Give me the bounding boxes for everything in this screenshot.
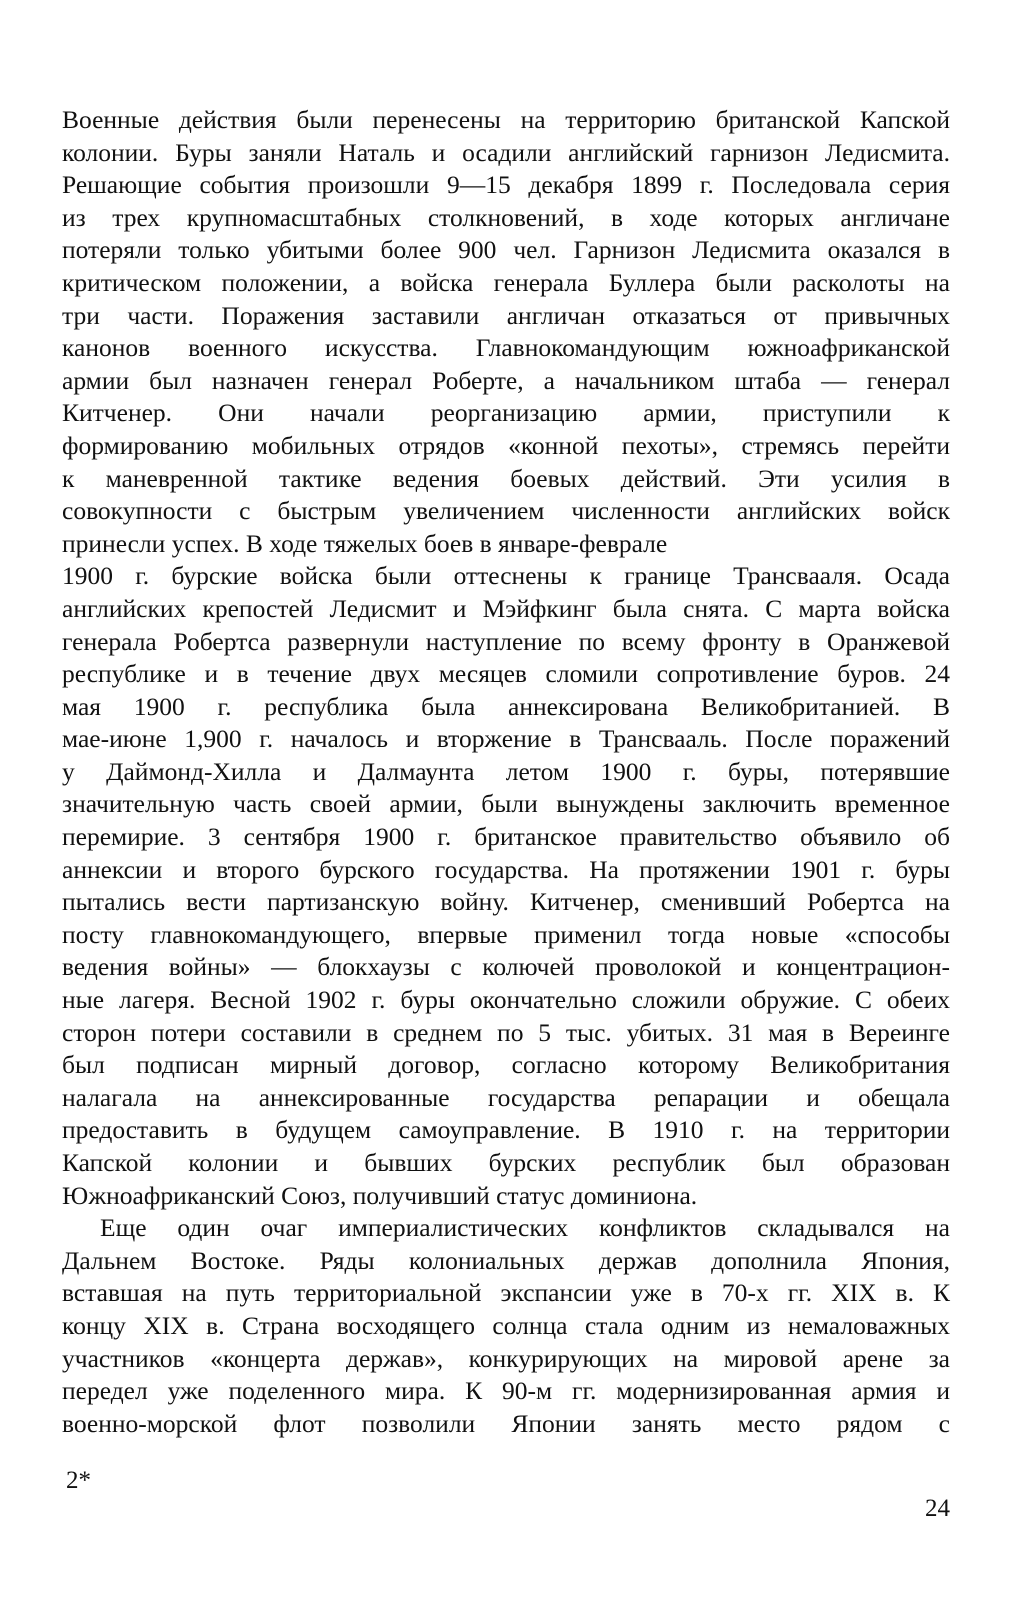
text-line: участников «концерта держав», конкурирующих на мировой арене за	[62, 1343, 950, 1373]
text-line: ведения войны» — блокхаузы с колючей проволокой и концентрацион-	[62, 952, 950, 982]
text-line: налагала на аннексированные государства репарации и обещала	[62, 1082, 950, 1112]
text-line: Еще один очаг империалистических конфликтов складывался на	[100, 1213, 950, 1243]
text-line: Военные действия были перенесены на территорию британской Капской	[62, 105, 950, 134]
text-line: аннексии и второго бурского государства. На протяжении 1901 г. буры	[62, 854, 950, 884]
text-line: Китченер. Они начали реорганизацию армии, приступили к	[62, 398, 950, 428]
text-line: был подписан мирный договор, согласно которому Великобритания	[62, 1050, 950, 1080]
text-line: потеряли только убитыми более 900 чел. Гарнизон Ледисмита оказался в	[62, 235, 950, 265]
text-line: армии был назначен генерал Роберте, а начальником штаба — генерал	[62, 365, 950, 395]
text-line: Решающие события произошли 9—15 декабря 1899 г. Последовала серия	[62, 170, 950, 200]
text-line: из трех крупномасштабных столкновений, в ходе которых англичане	[62, 202, 950, 232]
text-line: вставшая на путь территориальной экспансии уже в 70-х гг. XIX в. К	[62, 1278, 950, 1308]
text-line: посту главнокомандующего, впервые применил тогда новые «способы	[62, 919, 950, 949]
text-line: три части. Поражения заставили англичан отказаться от привычных	[62, 300, 950, 330]
text-line: концу XIX в. Страна восходящего солнца стала одним из немаловажных	[62, 1310, 950, 1340]
text-line: канонов военного искусства. Главнокомандующим южноафриканской	[62, 333, 950, 363]
text-line: значительную часть своей армии, были вынуждены заключить временное	[62, 789, 950, 819]
text-line: передел уже поделенного мира. К 90-м гг. модернизированная армия и	[62, 1376, 950, 1406]
text-line: предоставить в будущем самоуправление. В 1910 г. на территории	[62, 1115, 950, 1145]
text-line: ные лагеря. Весной 1902 г. буры окончательно сложили обружие. С обеих	[62, 985, 950, 1015]
text-line: военно-морской флот позволили Японии занять место рядом с	[62, 1408, 950, 1438]
text-line: 1900 г. бурские войска были оттеснены к границе Трансвааля. Осада	[62, 561, 950, 591]
text-line: пытались вести партизанскую войну. Китченер, сменивший Робертса на	[62, 887, 950, 917]
text-line: сторон потери составили в среднем по 5 тыс. убитых. 31 мая в Вереинге	[62, 1017, 950, 1047]
text-line: генерала Робертса развернули наступление по всему фронту в Оранжевой	[62, 626, 950, 656]
text-line: Южноафриканский Союз, получивший статус доминиона.	[62, 1180, 698, 1210]
text-line: принесли успех. В ходе тяжелых боев в январе-феврале	[62, 528, 668, 558]
body-text	[62, 104, 950, 1440]
text-line: у Даймонд-Хилла и Далмаунта летом 1900 г. буры, потерявшие	[62, 756, 950, 786]
text-line: критическом положении, а войска генерала Буллера были расколоты на	[62, 267, 950, 297]
text-line: колонии. Буры заняли Наталь и осадили английский гарнизон Ледисмита.	[62, 137, 950, 167]
text-line: к маневренной тактике ведения боевых действий. Эти усилия в	[62, 463, 950, 493]
signature-mark: 2*	[66, 1467, 91, 1494]
text-line: совокупности с быстрым увеличением численности английских войск	[62, 496, 950, 526]
text-line: английских крепостей Ледисмит и Мэйфкинг была снята. С марта войска	[62, 593, 950, 623]
text-line: перемирие. 3 сентября 1900 г. британское правительство объявило об	[62, 822, 950, 852]
text-line: мая 1900 г. республика была аннексирована Великобританией. В	[62, 691, 950, 721]
text-line: формированию мобильных отрядов «конной пехоты», стремясь перейти	[62, 430, 950, 460]
text-line: Капской колонии и бывших бурских республик был образован	[62, 1148, 950, 1177]
text-line: Дальнем Востоке. Ряды колониальных держав дополнила Япония,	[62, 1245, 950, 1275]
text-line: мае-июне 1,900 г. началось и вторжение в Трансвааль. После поражений	[62, 724, 950, 754]
page-number: 24	[925, 1495, 950, 1522]
text-line: республике и в течение двух месяцев сломили сопротивление буров. 24	[62, 659, 950, 689]
